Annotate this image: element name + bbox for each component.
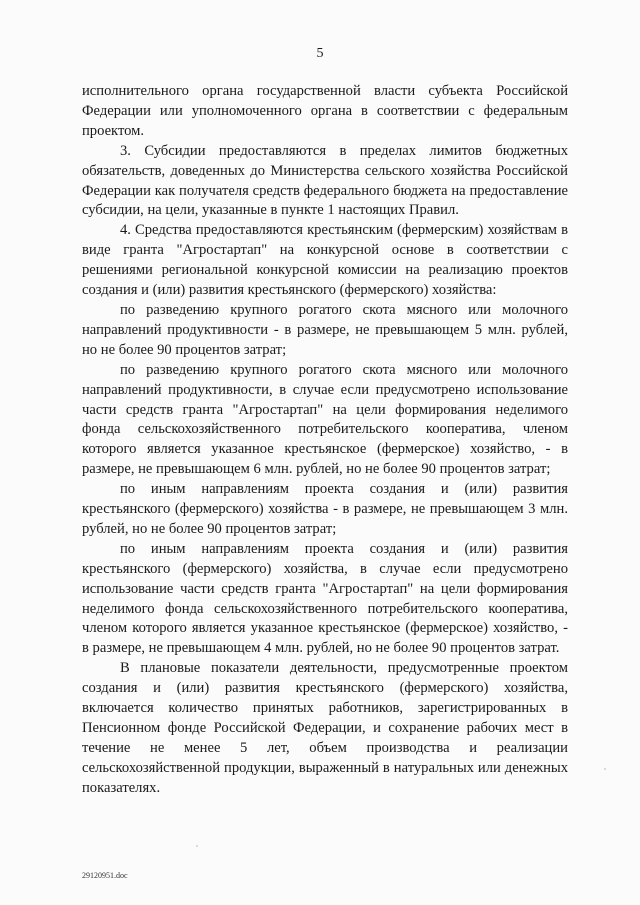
list-item: по разведению крупного рогатого скота мясного или молочного направлений продуктивности - в размере, не превышающем 5 млн. рублей, но не более 90 процентов затрат; [82,301,568,358]
list-item: по иным направлениям проекта создания и (или) развития крестьянского (фермерского) хозяйства, в случае если предусмотрено использование части средств гранта "Агростартап" на цели формирования неделимого фонда сельскохозяйственного потребительского кооператива, членом которого является указанное крестьянское (фермерское) хозяйство, - в размере, не превышающем 4 млн. рублей, но не более 90 процентов затрат. [82,540,568,657]
scan-speck [604,768,606,770]
footer-filename: 29120951.doc [82,871,128,880]
paragraph-continuation: исполнительного органа государственной власти субъекта Российской Федерации или уполномоченного органа в соответствии с федеральным проектом. [82,83,568,139]
paragraph-item-3: 3. Субсидии предоставляются в пределах лимитов бюджетных обязательств, доведенных до Министерства сельского хозяйства Российской Федерации как получателя средств федерального бюджета на предоставление субсидии, на цели, указанные в пункте 1 настоящих Правил. [82,142,568,219]
list-item: по иным направлениям проекта создания и (или) развития крестьянского (фермерского) хозяйства - в размере, не превышающем 3 млн. рублей, но не более 90 процентов затрат; [82,481,568,537]
scan-speck [196,845,198,847]
document-body [82,82,568,799]
list-item: по разведению крупного рогатого скота мясного или молочного направлений продуктивности, в случае если предусмотрено использование части средств гранта "Агростартап" на цели формирования неделимого фонда сельскохозяйственного потребительского кооператива, членом которого является указанное крестьянское (фермерское) хозяйство, - в размере, не превышающем 6 млн. рублей, но не более 90 процентов затрат; [82,361,568,478]
page-number: 5 [316,46,324,61]
paragraph-item-4: 4. Средства предоставляются крестьянским (фермерским) хозяйствам в виде гранта "Агростартап" на конкурсной основе в соответствии с решениями региональной конкурсной комиссии на реализацию проектов создания и (или) развития крестьянского (фермерского) хозяйства: [82,222,568,299]
paragraph-planned-indicators: В плановые показатели деятельности, предусмотренные проектом создания и (или) развития крестьянского (фермерского) хозяйства, включается количество принятых работников, зарегистрированных в Пенсионном фонде Российской Федерации, и сохранение рабочих мест в течение не менее 5 лет, объем производства и реализации сельскохозяйственной продукции, выраженный в натуральных или денежных показателях. [82,660,568,796]
